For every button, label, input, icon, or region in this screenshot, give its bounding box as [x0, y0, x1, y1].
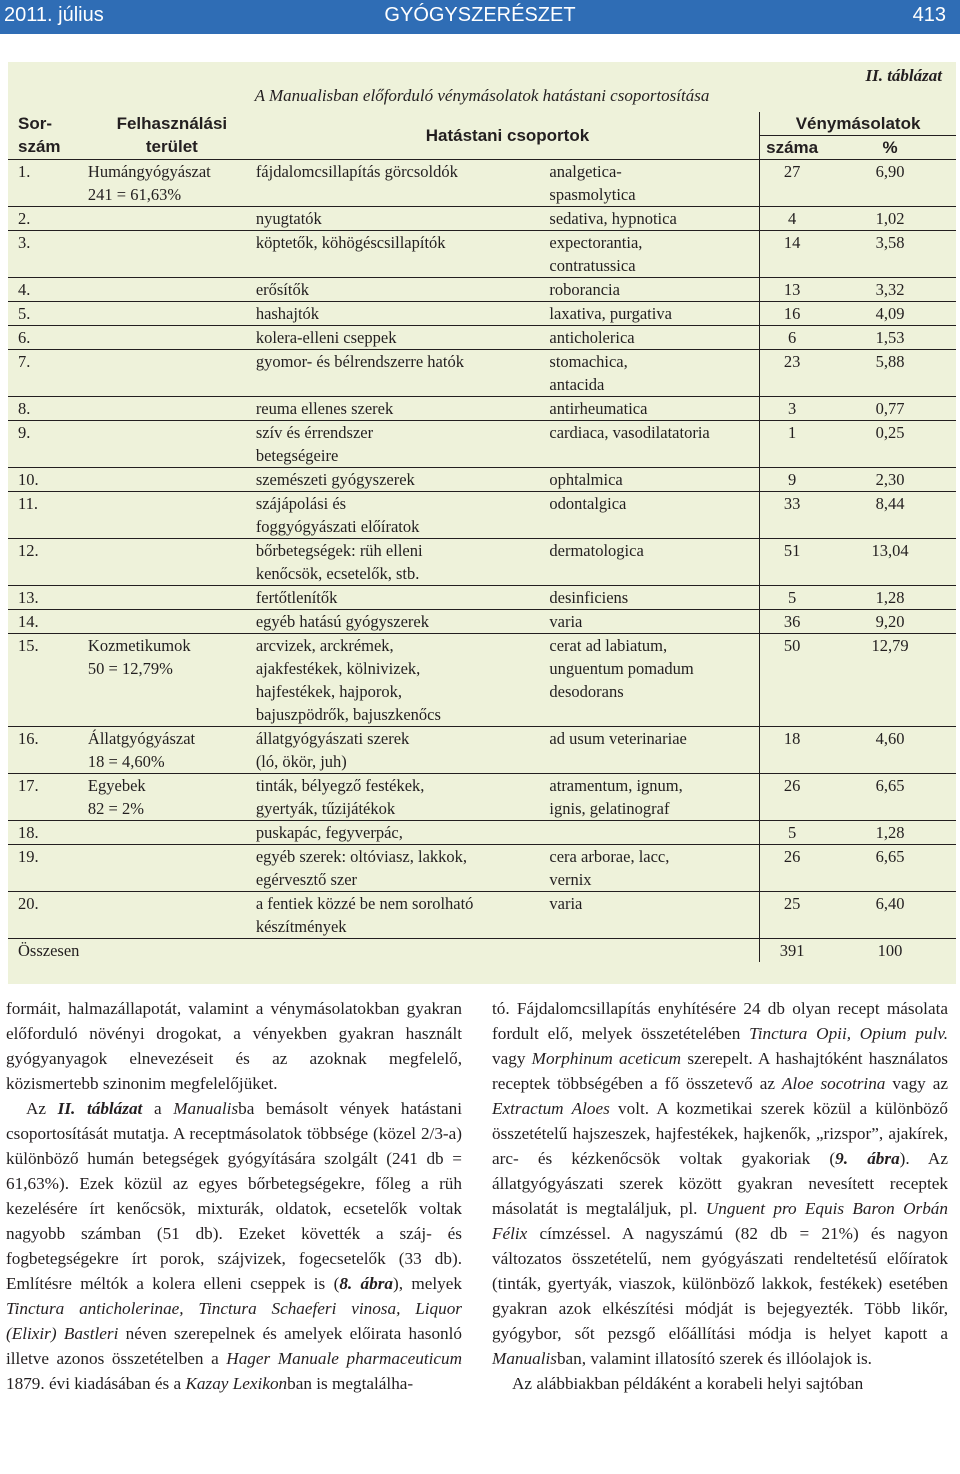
header-copies: Vénymásolatok száma % — [760, 112, 956, 160]
row-group-hu: arcvizek, arckrémek, — [256, 634, 550, 658]
row-count: 36 — [760, 610, 824, 634]
row-group-lat: ad usum veterinariae — [549, 727, 759, 751]
row-number — [8, 515, 88, 539]
row-area — [88, 444, 256, 467]
table-row — [8, 892, 956, 916]
row-area — [88, 610, 256, 634]
row-percent: 1,28 — [824, 821, 956, 845]
table-row — [8, 539, 956, 563]
row-number: 12. — [8, 539, 88, 563]
row-area — [88, 207, 256, 231]
table-row — [8, 727, 956, 751]
row-number — [8, 797, 88, 821]
row-group-hu: tinták, bélyegző festékek, — [256, 774, 550, 798]
row-percent: 3,32 — [824, 278, 956, 302]
journal-title: GYÓGYSZERÉSZET — [384, 4, 576, 26]
row-count: 23 — [760, 350, 824, 374]
table-row — [8, 397, 956, 421]
table-row — [8, 821, 956, 845]
row-number — [8, 183, 88, 207]
row-area — [88, 892, 256, 916]
row-area — [88, 515, 256, 539]
row-count: 25 — [760, 892, 824, 916]
table-row — [8, 207, 956, 231]
row-count — [760, 797, 824, 821]
row-group-hu: egérvesztő szer — [255, 870, 358, 889]
row-percent: 8,44 — [824, 492, 956, 516]
row-percent — [824, 750, 956, 774]
table-caption: A Manualisban előforduló vénymásolatok hatástani csoportosítása — [254, 86, 710, 105]
row-number: 19. — [8, 845, 88, 869]
row-area: 50 = 12,79% — [87, 659, 173, 678]
row-group-lat: ignis, gelatinograf — [549, 799, 670, 818]
table-row — [8, 797, 956, 821]
total-label: Összesen — [8, 939, 760, 963]
row-area — [88, 821, 256, 845]
table-reference: II. táblázat — [57, 1099, 143, 1118]
row-count: 26 — [760, 774, 824, 798]
row-group-lat: sedativa, hypnotica — [549, 207, 759, 231]
row-number: 5. — [8, 302, 88, 326]
row-count: 5 — [760, 821, 824, 845]
table-row — [8, 562, 956, 586]
row-count: 16 — [760, 302, 824, 326]
row-count: 14 — [760, 231, 824, 255]
row-group-hu — [256, 183, 550, 207]
row-area — [88, 868, 256, 892]
row-group-hu: szív és érrendszer — [256, 421, 550, 445]
row-area — [88, 562, 256, 586]
table-row — [8, 254, 956, 278]
row-group-lat: laxativa, purgativa — [549, 302, 759, 326]
row-group-hu: egyéb hatású gyógyszerek — [256, 610, 550, 634]
page-header — [0, 0, 960, 34]
row-group-hu: ajakfestékek, kölnivizek, — [255, 659, 421, 678]
row-area: 18 = 4,60% — [87, 752, 165, 771]
table-row — [8, 231, 956, 255]
row-percent — [824, 703, 956, 727]
row-area — [88, 680, 256, 703]
row-percent: 6,90 — [824, 160, 956, 184]
row-group-lat: anticholerica — [549, 326, 759, 350]
row-number: 2. — [8, 207, 88, 231]
row-group-hu: egyéb szerek: oltóviasz, lakkok, — [256, 845, 550, 869]
page-number: 413 — [912, 4, 946, 26]
row-count: 18 — [760, 727, 824, 751]
table-row — [8, 703, 956, 727]
row-group-hu — [256, 373, 550, 397]
row-percent: 1,28 — [824, 586, 956, 610]
row-group-lat: spasmolytica — [549, 185, 636, 204]
row-percent: 2,30 — [824, 468, 956, 492]
row-number: 9. — [8, 421, 88, 445]
row-count: 6 — [760, 326, 824, 350]
row-count — [760, 562, 824, 586]
row-area — [88, 397, 256, 421]
row-group-lat — [549, 703, 759, 727]
header-no: Sor- szám — [18, 114, 61, 156]
row-count: 51 — [760, 539, 824, 563]
row-group-lat: cardiaca, vasodilatatoria — [549, 421, 759, 445]
row-area: Egyebek — [88, 774, 256, 798]
table-row — [8, 326, 956, 350]
row-group-lat: stomachica, — [549, 350, 759, 374]
row-group-hu: betegségeire — [255, 446, 339, 465]
row-group-lat: varia — [549, 892, 759, 916]
row-group-hu: reuma ellenes szerek — [256, 397, 550, 421]
row-percent: 4,60 — [824, 727, 956, 751]
row-group-hu: hashajtók — [256, 302, 550, 326]
row-group-lat: antirheumatica — [549, 397, 759, 421]
row-percent: 3,58 — [824, 231, 956, 255]
table-row — [8, 160, 956, 184]
row-number: 20. — [8, 892, 88, 916]
row-group-hu: puskapác, fegyverpác, — [256, 821, 550, 845]
row-number: 17. — [8, 774, 88, 798]
row-group-lat — [549, 562, 759, 586]
row-number: 14. — [8, 610, 88, 634]
row-count — [760, 703, 824, 727]
row-number — [8, 750, 88, 774]
row-number — [8, 915, 88, 939]
figure-reference: 9. ábra — [835, 1149, 900, 1168]
table-body — [8, 160, 956, 963]
row-number: 7. — [8, 350, 88, 374]
row-group-lat: atramentum, ignum, — [549, 774, 759, 798]
header-pct: % — [882, 138, 898, 157]
row-number: 18. — [8, 821, 88, 845]
table-row — [8, 610, 956, 634]
row-number: 3. — [8, 231, 88, 255]
row-percent — [824, 254, 956, 278]
row-count — [760, 515, 824, 539]
row-area — [88, 278, 256, 302]
row-count: 13 — [760, 278, 824, 302]
row-percent — [824, 515, 956, 539]
row-group-lat — [549, 821, 759, 845]
row-group-lat: varia — [549, 610, 759, 634]
row-percent: 1,02 — [824, 207, 956, 231]
row-number — [8, 373, 88, 397]
table-row — [8, 468, 956, 492]
row-number: 11. — [8, 492, 88, 516]
row-group-lat: antacida — [549, 375, 605, 394]
row-percent: 6,65 — [824, 845, 956, 869]
row-area — [88, 231, 256, 255]
header-groups: Hatástani csoportok — [425, 126, 590, 145]
row-percent — [824, 183, 956, 207]
row-group-lat: roborancia — [549, 278, 759, 302]
row-area — [88, 845, 256, 869]
row-group-hu: kenőcsök, ecsetelők, stb. — [255, 564, 420, 583]
row-group-hu: nyugtatók — [256, 207, 550, 231]
row-percent: 5,88 — [824, 350, 956, 374]
table-row — [8, 680, 956, 703]
row-group-hu: szájápolási és — [256, 492, 550, 516]
row-count — [760, 680, 824, 703]
row-area: 241 = 61,63% — [87, 185, 182, 204]
row-percent — [824, 373, 956, 397]
row-area — [88, 539, 256, 563]
row-group-hu: hajfestékek, hajporok, — [255, 682, 402, 701]
header-area: Felhasználási terület — [116, 114, 228, 156]
row-count: 3 — [760, 397, 824, 421]
table-row — [8, 492, 956, 516]
table-row — [8, 774, 956, 798]
table-row — [8, 278, 956, 302]
row-number: 16. — [8, 727, 88, 751]
row-percent: 0,77 — [824, 397, 956, 421]
row-number — [8, 254, 88, 278]
paragraph: formáit, halmazállapotát, valamint a vénymásolatokban gyakran előforduló növényi drogokat, a vényekben gyakran használt gyógyanyagok elnevezéseit és az azoknak megfelelő, közismertebb szinonim megfelelőjüket. — [6, 999, 462, 1093]
row-group-lat: cera arborae, lacc, — [549, 845, 759, 869]
table-row — [8, 657, 956, 680]
row-group-hu: foggyógyászati előíratok — [255, 517, 420, 536]
table-row — [8, 350, 956, 374]
total-row — [8, 939, 956, 963]
paragraph: Az alábbiakban példáként a korabeli helyi sajtóban — [512, 1374, 864, 1393]
row-group-lat — [549, 444, 759, 467]
row-area — [88, 421, 256, 445]
row-area — [88, 586, 256, 610]
row-number: 10. — [8, 468, 88, 492]
row-area — [88, 326, 256, 350]
row-area: Állatgyógyászat — [88, 727, 256, 751]
row-group-lat: desinficiens — [549, 586, 759, 610]
row-area — [88, 492, 256, 516]
row-number: 8. — [8, 397, 88, 421]
row-count: 1 — [760, 421, 824, 445]
row-count: 4 — [760, 207, 824, 231]
table-row — [8, 183, 956, 207]
row-group-hu: szemészeti gyógyszerek — [256, 468, 550, 492]
row-percent — [824, 562, 956, 586]
row-number: 15. — [8, 634, 88, 658]
table-row — [8, 586, 956, 610]
row-area — [88, 302, 256, 326]
row-percent: 12,79 — [824, 634, 956, 658]
row-count — [760, 444, 824, 467]
row-group-hu: köptetők, köhögéscsillapítók — [256, 231, 550, 255]
table-row — [8, 515, 956, 539]
row-group-hu: állatgyógyászati szerek — [256, 727, 550, 751]
row-percent — [824, 868, 956, 892]
row-percent — [824, 680, 956, 703]
total-count: 391 — [760, 939, 824, 963]
row-area: Humángyógyászat — [88, 160, 256, 184]
row-percent: 0,25 — [824, 421, 956, 445]
row-number: 6. — [8, 326, 88, 350]
table-label: II. táblázat — [865, 66, 942, 85]
row-group-lat: ophtalmica — [549, 468, 759, 492]
row-group-lat: cerat ad labiatum, — [549, 634, 759, 658]
row-group-hu: bőrbetegségek: rüh elleni — [256, 539, 550, 563]
right-column — [492, 996, 948, 1396]
row-count — [760, 183, 824, 207]
paragraph: tó. Fájdalomcsillapítás enyhítésére 24 db olyan recept másolata fordult elő, melyek összetételében Tinctura Opii, Opium pulv. vagy Morphinum aceticum szerepelt. A hashajtóként használatos receptek többségében a fő összetevő az Aloe socotrina vagy az Extractum Aloes volt. A kozmetikai szerek közül a különböző összetételű hajszeszek, hajfestékek, hajkenők, „rizspor”, ajakírek, arc- és kézkenőcsök voltak gyakoriak (9. ábra). Az állatgyógyászati szerek között gyakran nevesített receptek másolatát is megtaláljuk, pl. Unguent pro Equis Baron Orbán Félix címzéssel. A nagyszámú (82 db = 21%) és nagyon változatos összetételű, nem gyógyászati rendeltetésű előíratok (tinták, gyertyák, viaszok, különböző lakkok, festékek) esetében gyakran azok elkészítési módját is bejegyezték. Több likőr, gyógybor, sőt pezsgő előállítási módja is helyet kapott a Manualisban, valamint illatosító szerek és illóolajok is. — [492, 999, 949, 1368]
row-count: 5 — [760, 586, 824, 610]
row-group-hu: készítmények — [255, 917, 347, 936]
row-group-lat — [549, 915, 759, 939]
row-area — [88, 350, 256, 374]
table-row — [8, 868, 956, 892]
row-percent: 6,65 — [824, 774, 956, 798]
row-group-hu: (ló, ökör, juh) — [255, 752, 347, 771]
row-number — [8, 444, 88, 467]
row-count: 50 — [760, 634, 824, 658]
table-row — [8, 750, 956, 774]
row-count: 27 — [760, 160, 824, 184]
paragraph: Az II. táblázat a Manualisba bemásolt vények hatástani csoportosítását mutatja. A receptmásolatok többsége (közel 2/3-a) különböző humán betegségek gyógyítására szolgált (241 db = 61,63%). Ezek közül az egyes bőrbetegségekre, főleg a rüh kezelésére írt kenőcsök, mixturák, oldatok, ecsetelők voltak nagyobb számban (51 db). Ezeket követték a száj- és fogbetegségekre írt porok, szájvizek, fogecsetelők (33 db). Említésre méltók a kolera elleni cseppek is (8. ábra), melyek Tinctura anticholerinae, Tinctura Schaeferi vinosa, Liquor (Elixir) Bastleri néven szerepelnek és amelyek előirata hasonló illetve azonos összetételben a Hager Manuale pharmaceuticum 1879. évi kiadásában és a Kazay Lexikonban is megtalálha- — [6, 1099, 462, 1393]
row-group-hu: gyertyák, tűzijátékok — [255, 799, 396, 818]
total-percent: 100 — [824, 939, 956, 963]
row-percent — [824, 657, 956, 680]
row-group-lat: contratussica — [549, 256, 636, 275]
row-number — [8, 657, 88, 680]
header-count: száma — [766, 138, 819, 157]
row-number: 13. — [8, 586, 88, 610]
row-percent: 4,09 — [824, 302, 956, 326]
row-percent: 13,04 — [824, 539, 956, 563]
row-group-hu — [256, 254, 550, 278]
row-group-lat: dermatologica — [549, 539, 759, 563]
row-number — [8, 703, 88, 727]
row-count: 33 — [760, 492, 824, 516]
row-group-lat — [549, 750, 759, 774]
row-area — [88, 254, 256, 278]
row-number: 1. — [8, 160, 88, 184]
row-count: 26 — [760, 845, 824, 869]
row-group-hu: fájdalomcsillapítás görcsoldók — [256, 160, 550, 184]
row-count — [760, 254, 824, 278]
left-column — [6, 996, 462, 1396]
table-row — [8, 634, 956, 658]
issue-date: 2011. július — [4, 4, 104, 26]
row-area: 82 = 2% — [87, 799, 144, 818]
row-percent — [824, 444, 956, 467]
row-count — [760, 868, 824, 892]
figure-reference: 8. ábra — [339, 1274, 394, 1293]
row-number — [8, 868, 88, 892]
row-group-hu: gyomor- és bélrendszerre hatók — [256, 350, 550, 374]
row-percent — [824, 915, 956, 939]
row-percent: 1,53 — [824, 326, 956, 350]
row-percent: 9,20 — [824, 610, 956, 634]
row-group-lat: expectorantia, — [549, 231, 759, 255]
row-area — [88, 373, 256, 397]
row-count: 9 — [760, 468, 824, 492]
row-count — [760, 750, 824, 774]
row-group-lat: desodorans — [549, 682, 624, 701]
row-number — [8, 680, 88, 703]
table-row — [8, 421, 956, 445]
row-group-lat: vernix — [549, 870, 592, 889]
row-percent — [824, 797, 956, 821]
row-area: Kozmetikumok — [88, 634, 256, 658]
row-group-lat — [549, 515, 759, 539]
table-row — [8, 845, 956, 869]
row-group-hu: bajuszpödrők, bajuszkenőcs — [255, 705, 441, 724]
row-count — [760, 915, 824, 939]
row-group-lat: analgetica- — [549, 160, 759, 184]
row-group-hu: a fentiek közzé be nem sorolható — [256, 892, 550, 916]
row-count — [760, 373, 824, 397]
row-percent: 6,40 — [824, 892, 956, 916]
row-area — [88, 915, 256, 939]
row-number: 4. — [8, 278, 88, 302]
table-row — [8, 915, 956, 939]
row-group-hu: kolera-elleni cseppek — [256, 326, 550, 350]
row-count — [760, 657, 824, 680]
row-area — [88, 468, 256, 492]
row-group-hu: fertőtlenítők — [256, 586, 550, 610]
row-area — [88, 703, 256, 727]
row-group-lat: unguentum pomadum — [549, 659, 694, 678]
table-row — [8, 444, 956, 467]
row-group-hu: erősítők — [256, 278, 550, 302]
row-number — [8, 562, 88, 586]
table-row — [8, 373, 956, 397]
table-row — [8, 302, 956, 326]
row-group-lat: odontalgica — [549, 492, 759, 516]
classification-table — [8, 112, 956, 962]
